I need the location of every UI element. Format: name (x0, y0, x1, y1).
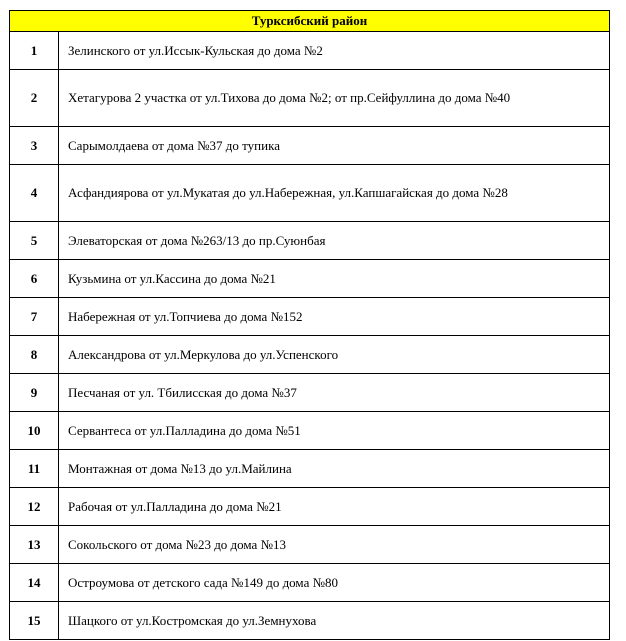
table-row (10, 222, 610, 260)
row-street: Элеваторская от дома №263/13 до пр.Суюнбая (59, 222, 610, 260)
district-streets-table (9, 10, 610, 640)
row-number: 3 (10, 127, 59, 165)
row-number: 9 (10, 374, 59, 412)
table-row (10, 374, 610, 412)
row-number: 13 (10, 526, 59, 564)
row-number: 14 (10, 564, 59, 602)
row-number: 6 (10, 260, 59, 298)
row-street: Рабочая от ул.Палладина до дома №21 (59, 488, 610, 526)
row-number: 2 (10, 70, 59, 127)
table-row (10, 127, 610, 165)
row-number: 8 (10, 336, 59, 374)
row-street: Кузьмина от ул.Кассина до дома №21 (59, 260, 610, 298)
row-street: Асфандиярова от ул.Мукатая до ул.Набережная, ул.Капшагайская до дома №28 (59, 165, 610, 222)
table-row (10, 298, 610, 336)
row-street: Александрова от ул.Меркулова до ул.Успенского (59, 336, 610, 374)
row-street: Сокольского от дома №23 до дома №13 (59, 526, 610, 564)
row-street: Шацкого от ул.Костромская до ул.Земнухова (59, 602, 610, 640)
row-street: Хетагурова 2 участка от ул.Тихова до дома №2; от пр.Сейфуллина до дома №40 (59, 70, 610, 127)
row-number: 10 (10, 412, 59, 450)
table-row (10, 70, 610, 127)
row-street: Зелинского от ул.Иссык-Кульская до дома №2 (59, 32, 610, 70)
row-number: 11 (10, 450, 59, 488)
table-row (10, 32, 610, 70)
table-row (10, 412, 610, 450)
table-row (10, 336, 610, 374)
table-row (10, 564, 610, 602)
row-number: 15 (10, 602, 59, 640)
row-street: Монтажная от дома №13 до ул.Майлина (59, 450, 610, 488)
table-title: Турксибский район (10, 11, 610, 32)
table-row (10, 260, 610, 298)
table-row (10, 526, 610, 564)
row-number: 5 (10, 222, 59, 260)
row-number: 1 (10, 32, 59, 70)
table-row (10, 165, 610, 222)
table-row (10, 488, 610, 526)
row-number: 7 (10, 298, 59, 336)
row-number: 12 (10, 488, 59, 526)
row-street: Сервантеса от ул.Палладина до дома №51 (59, 412, 610, 450)
table-row (10, 602, 610, 640)
row-street: Набережная от ул.Топчиева до дома №152 (59, 298, 610, 336)
table-row (10, 450, 610, 488)
row-number: 4 (10, 165, 59, 222)
table-header-row (10, 11, 610, 32)
row-street: Остроумова от детского сада №149 до дома №80 (59, 564, 610, 602)
row-street: Песчаная от ул. Тбилисская до дома №37 (59, 374, 610, 412)
row-street: Сарымолдаева от дома №37 до тупика (59, 127, 610, 165)
